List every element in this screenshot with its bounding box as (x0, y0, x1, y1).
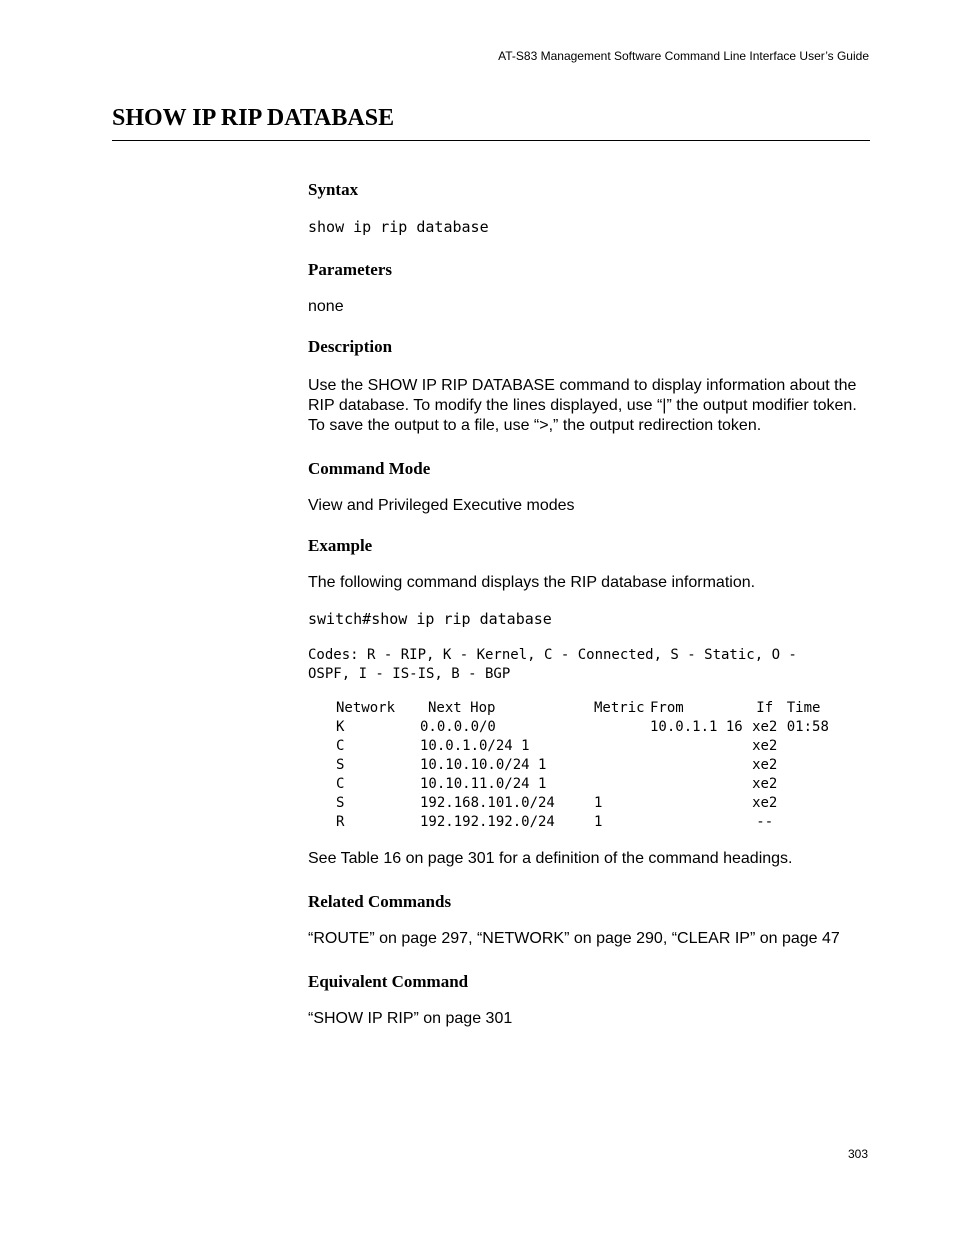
related-commands-heading: Related Commands (308, 892, 452, 911)
cell-metric (594, 756, 650, 775)
cell-metric (594, 718, 650, 737)
title-rule (112, 140, 870, 141)
cell-code: K (336, 719, 345, 735)
example-command: switch#show ip rip database (308, 610, 552, 628)
table-row (336, 813, 833, 832)
cell-from-metric: 16 (725, 719, 743, 735)
cell-if: xe2 (752, 795, 778, 811)
syntax-command: show ip rip database (308, 218, 489, 236)
cell-from (650, 756, 743, 775)
col-network: Network (336, 700, 396, 716)
table-row (336, 794, 833, 813)
cell-code: C (336, 776, 345, 792)
parameters-heading: Parameters (308, 260, 393, 279)
description-text: Use the SHOW IP RIP DATABASE command to display information about the RIP database. To modify the lines displayed, use “|” the output modifier token. To save the output to a file, use “>,” the output redirection token. (308, 377, 857, 434)
cell-time (787, 794, 833, 813)
main-content (308, 178, 870, 1029)
page-title: SHOW IP RIP DATABASE (112, 105, 395, 131)
cell-code: C (336, 738, 345, 754)
cell-from (650, 813, 743, 832)
cell-metric: 1 (594, 814, 603, 830)
cell-from (650, 775, 743, 794)
equivalent-command-heading: Equivalent Command (308, 972, 469, 991)
col-time: Time (786, 700, 821, 716)
equivalent-command-text: “SHOW IP RIP” on page 301 (308, 1010, 513, 1027)
example-intro: The following command displays the RIP database information. (308, 574, 756, 591)
cell-metric (594, 775, 650, 794)
command-mode-heading: Command Mode (308, 459, 431, 478)
cell-code: S (336, 795, 345, 811)
related-commands-text: “ROUTE” on page 297, “NETWORK” on page 290, “CLEAR IP” on page 47 (308, 930, 840, 947)
cell-network: 10.0.1.0/24 1 (420, 738, 530, 754)
cell-time (787, 756, 833, 775)
page-number: 303 (847, 1147, 868, 1161)
col-from: From (650, 700, 684, 716)
cell-if: xe2 (752, 738, 778, 754)
table-row (336, 756, 833, 775)
rip-database-table (336, 699, 833, 832)
table-row (336, 718, 833, 737)
cell-from (650, 737, 743, 756)
cell-network: 192.192.192.0/24 (420, 814, 555, 830)
cell-metric: 1 (594, 795, 603, 811)
example-heading: Example (308, 536, 373, 555)
col-if: If (756, 700, 774, 716)
cell-time (787, 813, 833, 832)
cell-network: 192.168.101.0/24 (420, 795, 555, 811)
cell-from-addr: 10.0.1.1 (650, 719, 718, 735)
col-metric: Metric (594, 700, 645, 716)
cell-time: 01:58 (786, 719, 829, 735)
parameters-text: none (308, 298, 344, 315)
cell-if: xe2 (752, 757, 778, 773)
cell-code: R (336, 814, 345, 830)
syntax-heading: Syntax (308, 180, 359, 199)
cell-time (787, 775, 833, 794)
cell-network: 0.0.0.0/0 (420, 719, 496, 735)
codes-legend-line1: Codes: R - RIP, K - Kernel, C - Connected, S - Static, O - (308, 647, 797, 663)
table-row (336, 737, 833, 756)
cell-code: S (336, 757, 345, 773)
see-table-text: See Table 16 on page 301 for a definition of the command headings. (308, 850, 793, 867)
cell-if: xe2 (752, 719, 778, 735)
cell-network: 10.10.11.0/24 1 (420, 776, 547, 792)
cell-from (650, 794, 743, 813)
command-mode-text: View and Privileged Executive modes (308, 497, 575, 514)
table-header-row (336, 699, 833, 718)
cell-if: -- (756, 814, 774, 830)
running-header: AT-S83 Management Software Command Line Interface User’s Guide (498, 49, 869, 63)
cell-if: xe2 (752, 776, 778, 792)
cell-network: 10.10.10.0/24 1 (420, 757, 547, 773)
cell-time (787, 737, 833, 756)
cell-from (650, 718, 743, 737)
codes-legend-line2: OSPF, I - IS-IS, B - BGP (308, 666, 511, 682)
table-row (336, 775, 833, 794)
cell-metric (594, 737, 650, 756)
description-heading: Description (308, 337, 393, 356)
col-next-hop: Next Hop (428, 700, 496, 716)
